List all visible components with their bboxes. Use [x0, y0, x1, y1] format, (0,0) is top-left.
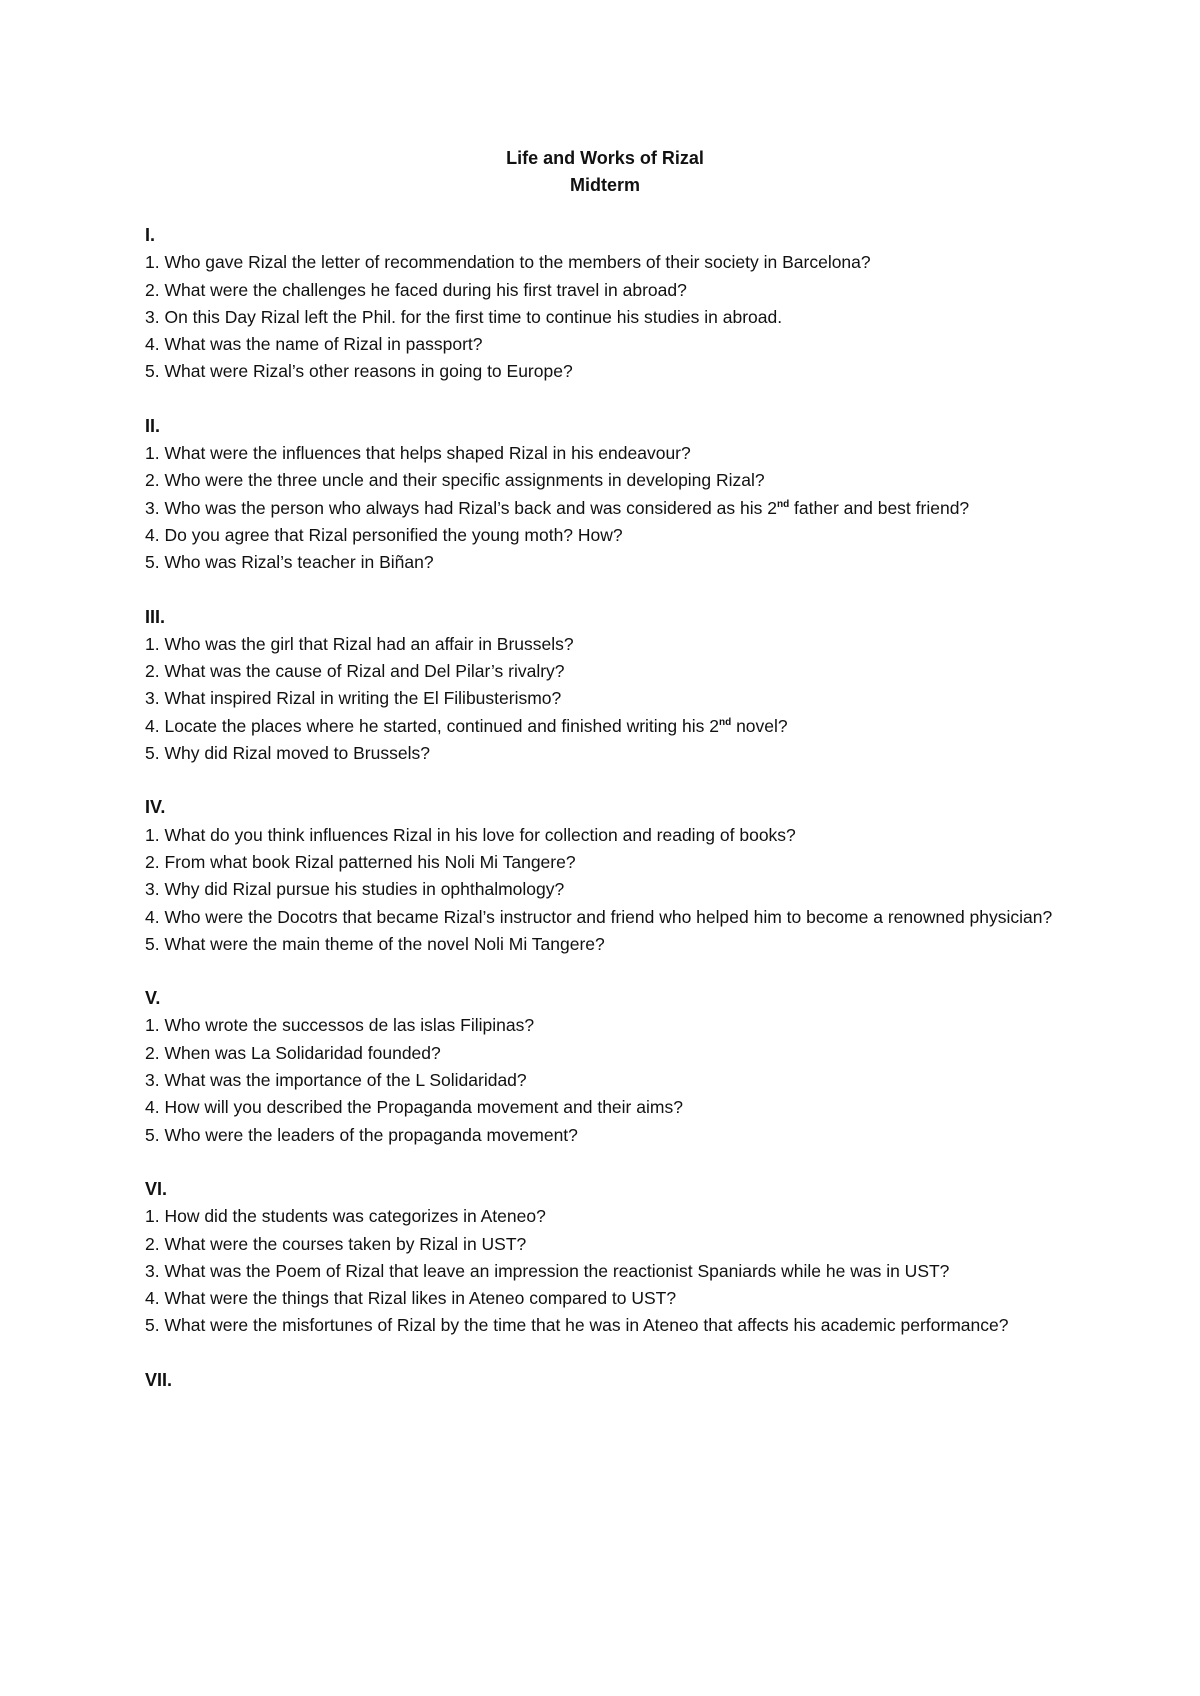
question-item: 1. What were the influences that helps shaped Rizal in his endeavour?	[145, 443, 691, 464]
question-item: 4. Who were the Docotrs that became Rizal’s instructor and friend who helped him to become a renowned physician?	[145, 906, 1053, 927]
question-item	[145, 713, 1065, 740]
question-item: 3. Why did Rizal pursue his studies in ophthalmology?	[145, 879, 565, 900]
question-section	[145, 222, 1065, 386]
question-text: novel?	[731, 715, 788, 736]
section-heading: V.	[145, 988, 161, 1009]
question-item: 1. Who was the girl that Rizal had an affair in Brussels?	[145, 633, 574, 654]
question-item: 3. What inspired Rizal in writing the El Filibusterismo?	[145, 688, 562, 709]
question-item: 3. On this Day Rizal left the Phil. for the first time to continue his studies in abroad.	[145, 306, 783, 327]
question-item: 1. Who gave Rizal the letter of recommendation to the members of their society in Barcelona?	[145, 252, 871, 273]
question-item: 1. Who wrote the successos de las islas Filipinas?	[145, 1015, 535, 1036]
question-text: father and best friend?	[789, 497, 970, 518]
ordinal-suffix: nd	[776, 498, 790, 510]
question-item: 2. From what book Rizal patterned his Noli Mi Tangere?	[145, 851, 576, 872]
question-item: 3. What was the importance of the L Solidaridad?	[145, 1070, 527, 1091]
section-heading: III.	[145, 606, 166, 627]
question-item: 5. What were the misfortunes of Rizal by the time that he was in Ateneo that affects his academic performance?	[145, 1315, 1009, 1336]
section-heading: IV.	[145, 797, 166, 818]
section-heading: II.	[145, 415, 161, 436]
question-text: 3. Who was the person who always had Rizal’s back and was considered as his 2	[145, 497, 777, 518]
question-text: 4. Locate the places where he started, continued and finished writing his 2	[145, 715, 719, 736]
question-item: 2. What was the cause of Rizal and Del Pilar’s rivalry?	[145, 661, 565, 682]
question-item: 4. What were the things that Rizal likes in Ateneo compared to UST?	[145, 1288, 677, 1309]
document-subtitle: Midterm	[569, 175, 640, 195]
question-section	[145, 413, 1065, 577]
section-heading: VI.	[145, 1178, 168, 1199]
question-item	[145, 495, 1065, 522]
question-item: 2. Who were the three uncle and their specific assignments in developing Rizal?	[145, 470, 765, 491]
question-item: 4. How will you described the Propaganda movement and their aims?	[145, 1097, 683, 1118]
question-item: 3. What was the Poem of Rizal that leave an impression the reactionist Spaniards while he was in UST?	[145, 1260, 950, 1281]
question-item: 5. Who were the leaders of the propaganda movement?	[145, 1124, 578, 1145]
question-item: 2. When was La Solidaridad founded?	[145, 1042, 441, 1063]
question-section	[145, 794, 1065, 958]
question-item: 1. What do you think influences Rizal in his love for collection and reading of books?	[145, 824, 796, 845]
question-item: 1. How did the students was categorizes in Ateneo?	[145, 1206, 546, 1227]
question-section	[145, 1367, 1065, 1394]
section-heading: VII.	[145, 1369, 173, 1390]
ordinal-suffix: nd	[718, 716, 732, 728]
document-title: Life and Works of Rizal	[506, 148, 704, 168]
question-item: 2. What were the challenges he faced during his first travel in abroad?	[145, 279, 687, 300]
question-item: 5. What were Rizal’s other reasons in going to Europe?	[145, 361, 573, 382]
question-item: 5. Why did Rizal moved to Brussels?	[145, 743, 430, 764]
question-sections	[145, 222, 1065, 1394]
question-section	[145, 604, 1065, 768]
question-item: 2. What were the courses taken by Rizal in UST?	[145, 1233, 527, 1254]
question-item: 5. What were the main theme of the novel Noli Mi Tangere?	[145, 933, 605, 954]
question-item: 5. Who was Rizal’s teacher in Biñan?	[145, 552, 434, 573]
question-item: 4. Do you agree that Rizal personified the young moth? How?	[145, 524, 623, 545]
question-section	[145, 1176, 1065, 1340]
document-content	[145, 145, 1065, 1421]
section-heading: I.	[145, 225, 156, 245]
question-item: 4. What was the name of Rizal in passport?	[145, 334, 483, 355]
question-section	[145, 985, 1065, 1149]
